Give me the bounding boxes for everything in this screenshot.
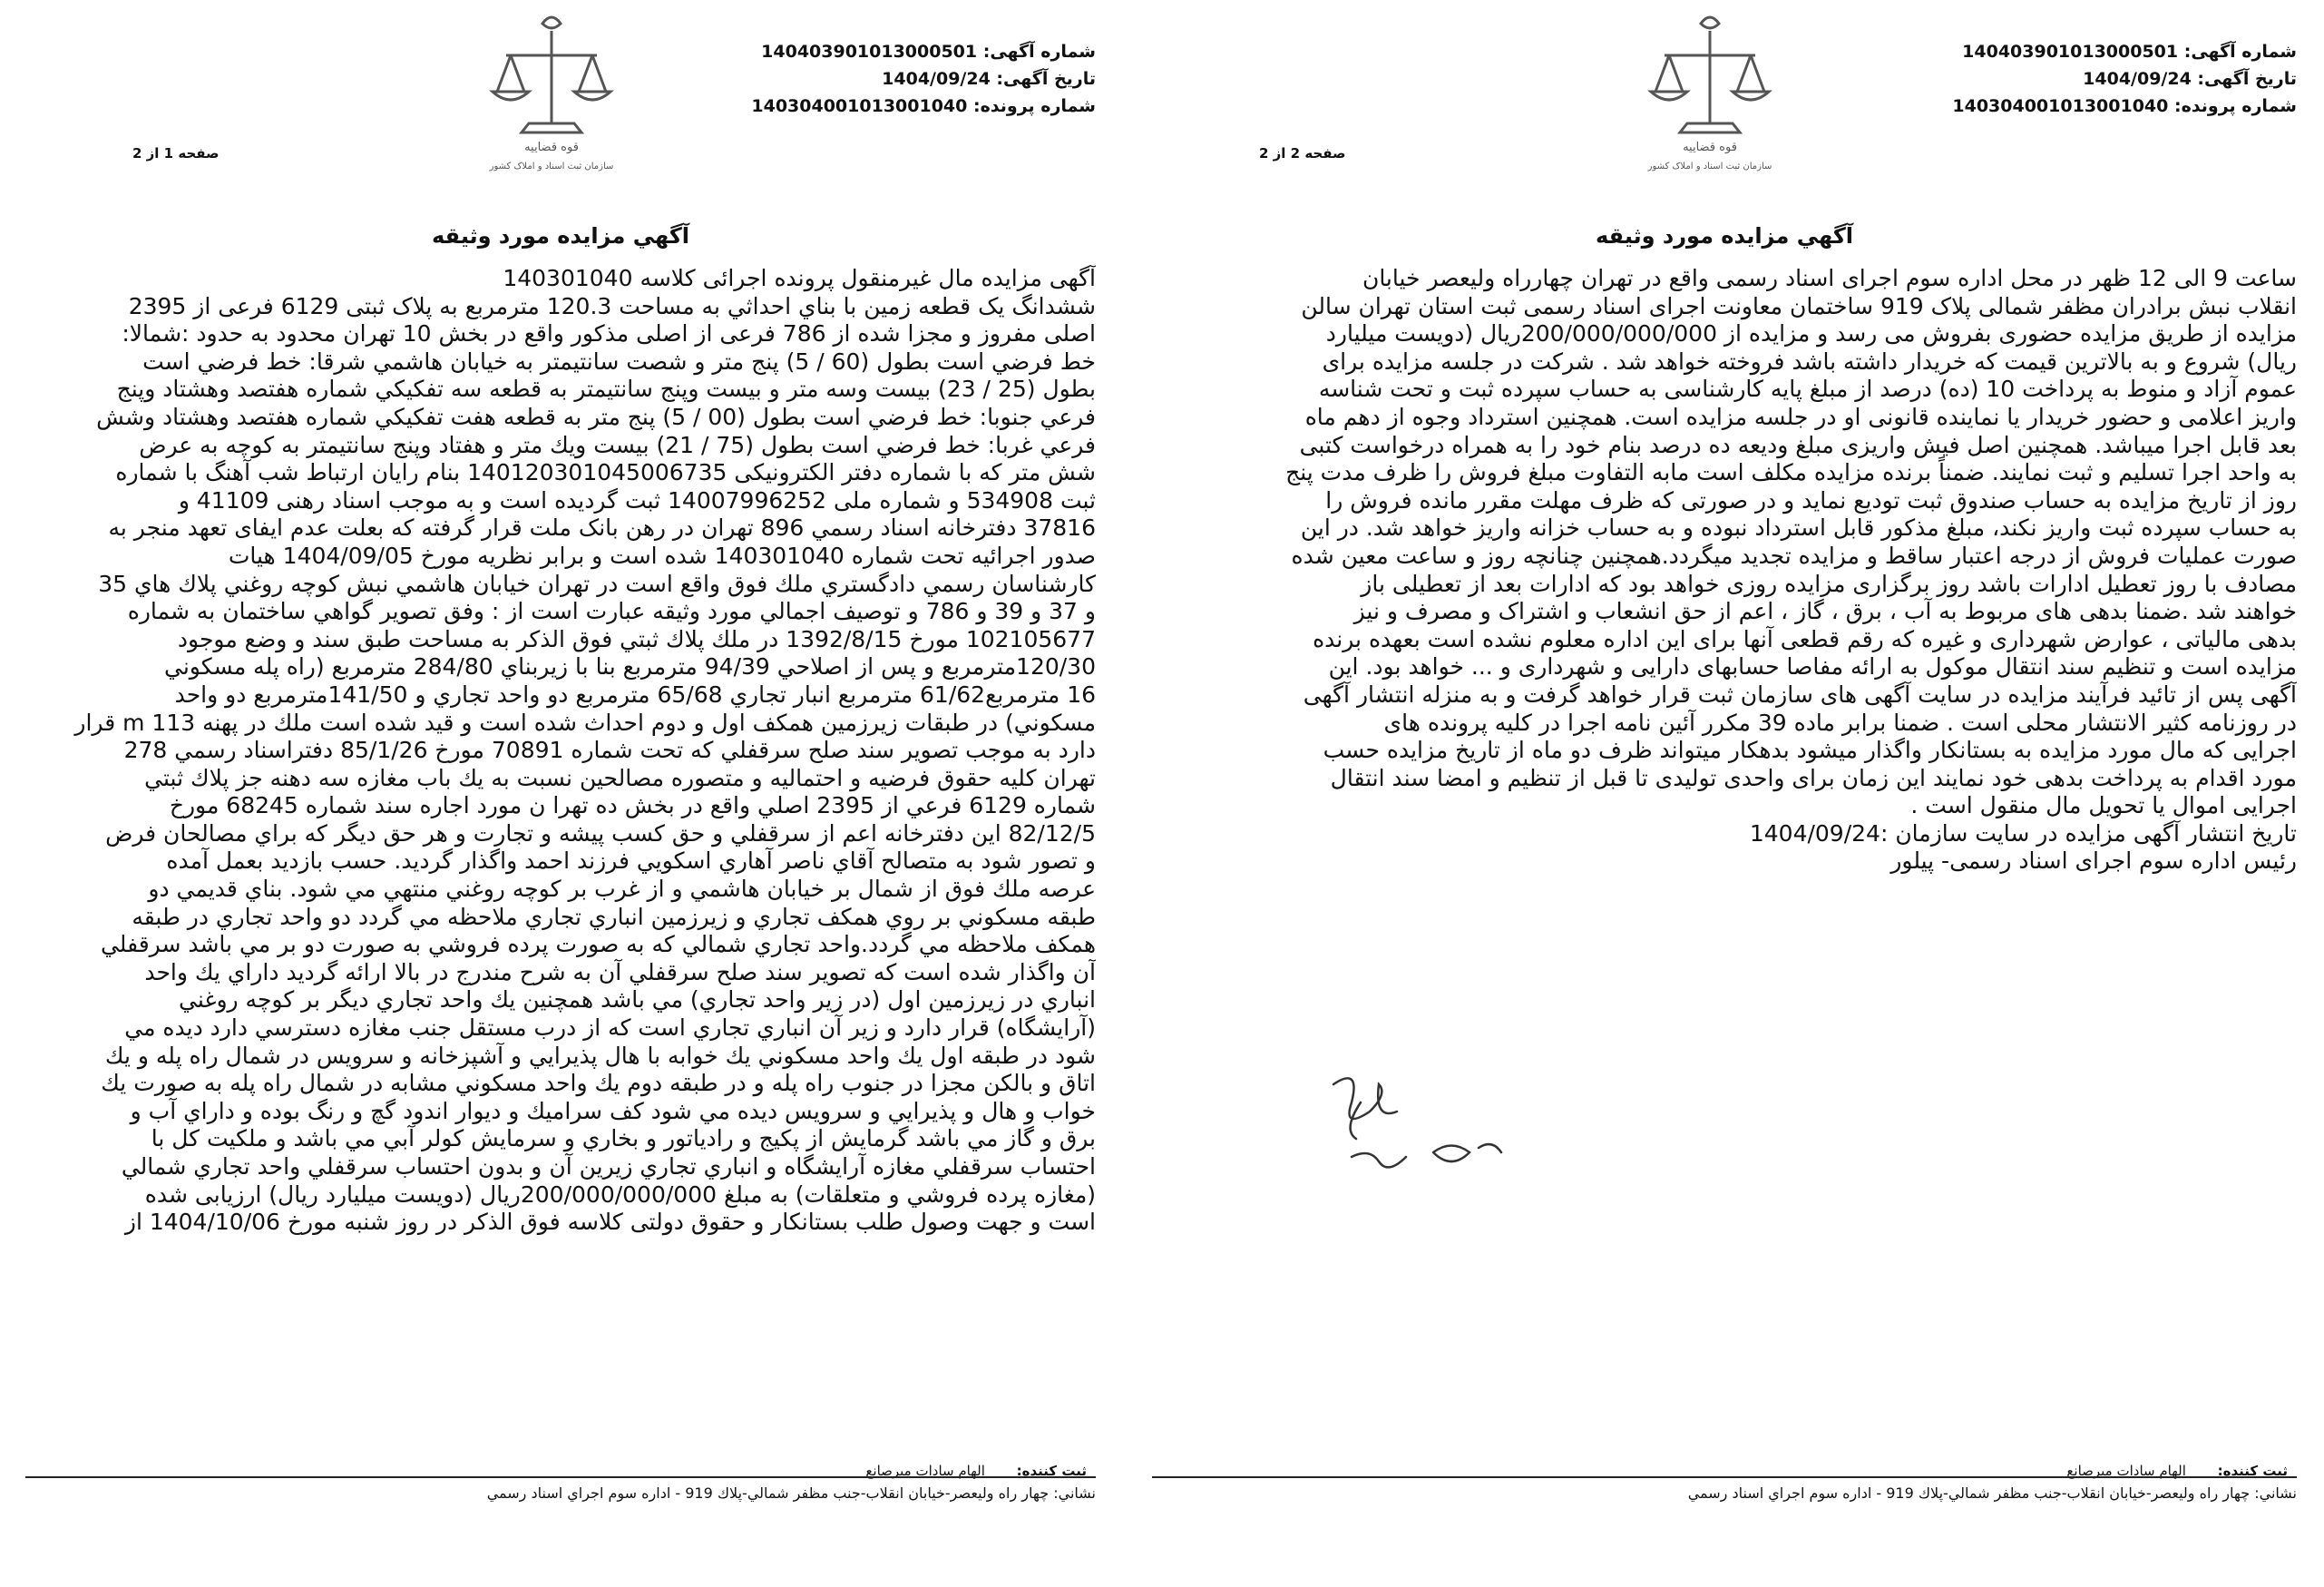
page-2 <box>1152 0 2297 1587</box>
body-line: ریال) شروع و به بالاترین قیمت که خریدار داشته باشد فروخته خواهد شد . شرکت در جلسه مزایده برای <box>1322 348 2297 375</box>
body-line: آگهی پس از تائید فرآیند مزایده در سایت آگهی های سازمان ثبت قرار خواهد گرفت و به منزله انتشار آگهی <box>1303 681 2297 708</box>
body-line: صورت عملیات فروش از درجه اعتبار ساقط و مزایده تجدید میگردد.همچنین چنانچه روز و ساعت معین شده <box>1291 542 2297 569</box>
body-line: بطول (25 / 23) بيست وسه متر و بيست وپنج سانتيمتر به قطعه سه تفكيكي شماره هفتصد وهشتاد وپنج <box>116 376 1096 403</box>
body-line: عموم آزاد و منوط به پرداخت 10 (ده) درصد از مبلغ پایه کارشناسی به حساب سپرده ثبت و تحت شناسه <box>1318 376 2297 403</box>
page-label: صفحه 1 از 2 <box>132 145 220 162</box>
case-number: شماره پرونده: 140304001013001040 <box>751 96 1096 116</box>
body-line: مصادف با روز تعطیل ادارات باشد روز برگزاری مزایده روزی خواهد بود که ادارات بعد از تعطیلی باز <box>1361 570 2297 597</box>
body-line: بدهی مالیاتی ، عوارض شهرداری و غیره که رقم قطعی آنها برای این اداره معلوم نشده است بعهده برنده <box>1313 625 2297 652</box>
page-label: صفحه 2 از 2 <box>1259 145 1346 162</box>
body-line: برق و گاز مي باشد گرمايش از پكيج و رادياتور و بخاري و سرمايش كولر آبي مي باشد و ملكيت كل با <box>151 1125 1096 1152</box>
handwritten-signature-icon <box>1297 1048 1533 1202</box>
body-line: آگهی مزایده مال غیرمنقول پرونده اجرائی کلاسه 140301040 <box>503 265 1096 291</box>
body-line: صدور اجرائيه تحت شماره 140301040 شده است و برابر نظريه مورخ 1404/09/05 هيات <box>228 542 1096 569</box>
body-line: فرعي جنوبا: خط فرضي است بطول (00 / 5) پنج متر به قطعه هفت تفكيكي شماره هفتصد وهشتاد وشش <box>96 403 1096 430</box>
body-line: تاریخ انتشار آگهی مزایده در سایت سازمان :1404/09/24 <box>1749 819 2297 847</box>
emblem-line-2: سازمان ثبت اسناد و املاک کشور <box>489 162 614 171</box>
body-line: شش متر که با شماره دفتر الکترونیکی 140120301045006735 بنام رايان ارتباط شب آهنگ با شماره <box>115 459 1096 486</box>
body-line: عرصه ملك فوق از شمال بر خيابان هاشمي و از غرب بر كوچه روغني منتهي مي شود. بناي قديمي دو <box>148 876 1096 903</box>
ad-date: تاریخ آگهی: 1404/09/24 <box>882 69 1096 89</box>
body-line: است و جهت وصول طلب بستانكار و حقوق دولتی کلاسه فوق الذکر در روز شنبه مورخ 1404/10/06 از <box>124 1209 1096 1236</box>
body-line: روز از تاریخ مزایده به حساب صندوق ثبت تودیع نماید و در صورتی که ظرف مهلت مقرر مانده فروش را <box>1325 486 2297 514</box>
office-address: نشاني: چهار راه وليعصر-خيابان انقلاب-جنب مظفر شمالي-پلاك 919 - اداره سوم اجراي اسناد رسمي <box>486 1484 1096 1502</box>
footer-divider <box>25 1476 1096 1478</box>
ad-date: تاریخ آگهی: 1404/09/24 <box>2083 69 2297 89</box>
body-line: ششدانگ یک قطعه زمین با بناي احداثي به مساحت 120.3 مترمربع به پلاک ثبتی 6129 فرعی از 2395 <box>128 292 1096 319</box>
body-line: بعد قابل اجرا میباشد. همچنین اصل فیش واریزی مبلغ ودیعه ده درصد بنام خود را به همراه درخواست کتبی <box>1299 431 2297 458</box>
notice-title: آگهي مزايده مورد وثيقه <box>1595 223 1854 249</box>
body-line: مزایده است و تنظیم سند انتقال موکول به ارائه مفاصا حسابهای دارایی و شهرداری و ... خواهد بود. این <box>1328 653 2297 681</box>
body-line: انقلاب نبش برادران مظفر شمالی پلاک 919 ساختمان معاونت اجرای اسناد رسمی ثبت استان تهران سالن <box>1301 292 2297 319</box>
body-line: 120/30مترمربع و پس از اصلاحي 94/39 مترمربع بنا با زيربناي 284/80 مترمربع (راه پله مسكوني <box>164 653 1096 681</box>
body-line: ساعت 9 الی 12 ظهر در محل اداره سوم اجرای اسناد رسمی واقع در تهران چهارراه ولیعصر خیابان <box>1362 265 2297 291</box>
body-line: خط فرضي است بطول (60 / 5) پنج متر و شصت سانتيمتر به خيابان هاشمي شرقا: خط فرضي است <box>142 348 1096 375</box>
body-line: كارشناسان رسمي دادگستري ملك فوق واقع است در تهران خيابان هاشمي نبش كوچه روغني پلاك هاي 35 <box>98 570 1096 597</box>
body-line: اصلی مفروز و مجزا شده از 786 فرعی از اصلی مذکور واقع در بخش 10 تهران محدود به حدود :شمالا: <box>122 320 1096 348</box>
body-line: اجرایی که مال مورد مزایده به بستانکار واگذار میشود بدهکار میتواند ظرف دو ماه از تاریخ مزایده حسب <box>1323 737 2297 764</box>
body-line: 16 مترمربع61/62 مترمربع انبار تجاري 65/68 مترمربع دو واحد تجاري و 141/50مترمربع دو واحد <box>174 681 1096 708</box>
emblem-line-2: سازمان ثبت اسناد و املاک کشور <box>1647 162 1772 171</box>
body-line: طبقه مسكوني بر روي همكف تجاري و زيرزمين انباري تجاري ملاحظه مي گردد دو واحد تجاري در طبقه <box>132 903 1096 930</box>
body-line: دارد به موجب تصوير سند صلح سرقفلي كه تحت شماره 70891 مورخ 85/1/26 دفتراسناد رسمي 278 <box>123 737 1096 764</box>
body-line: شود در طبقه اول يك واحد مسكوني يك خوابه با هال پذيرايي و آشپزخانه و سرويس در شمال راه پله و يك <box>104 1042 1096 1069</box>
body-line: اتاق و بالكن مجزا در جنوب راه پله و در طبقه دوم يك واحد مسكوني مشابه در شمال راه پله به صورت يك <box>101 1070 1096 1097</box>
body-line: مسكوني) در طبقات زيرزمين همكف اول و دوم احداث شده است و قيد شده است ملك در پهنه m 113 قرار <box>74 709 1096 736</box>
body-line: رئیس اداره سوم اجرای اسناد رسمی- پیلور <box>1890 847 2297 875</box>
body-line: واریز اعلامی و حضور خریدار یا نماینده قانونی او در جلسه مزایده است. همچنین استرداد وجوه از دهم ماه <box>1304 403 2297 430</box>
office-address: نشاني: چهار راه وليعصر-خيابان انقلاب-جنب مظفر شمالي-پلاك 919 - اداره سوم اجراي اسناد رسمي <box>1687 1484 2297 1502</box>
body-line: فرعي غربا: خط فرضي است بطول (75 / 21) بيست ويك متر و هفتاد وپنج سانتيمتر به كوچه به عرض <box>139 431 1096 458</box>
body-line: به حساب سپرده ثبت واریز نکند، مبلغ مذکور قابل استرداد نبوده و به حساب خزانه واریز خواهد شد. در این <box>1300 514 2297 542</box>
body-line: همكف ملاحظه مي گردد.واحد تجاري شمالي كه به صورت پرده فروشي به صورت دو بر مي باشد سرقفلي <box>100 931 1096 958</box>
body-line: خواب و هال و پذيرايي و سرويس ديده مي شود كف سراميك و ديوار اندود گچ و رنگ بوده و داراي آب و <box>130 1097 1096 1124</box>
body-line: در روزنامه کثیر الانتشار محلی است . ضمنا برابر ماده 39 مکرر آئین نامه اجرا در کلیه پرونده های <box>1383 709 2297 736</box>
ad-number: شماره آگهی: 140403901013000501 <box>1962 42 2297 62</box>
body-line: خواهند شد .ضمنا بدهی های مربوط به آب ، برق ، گاز ، اعم از حق انشعاب و اشتراک و مصرف و نیز <box>1353 598 2297 625</box>
footer-divider <box>1152 1476 2297 1478</box>
body-line: به واحد اجرا تسلیم و ثبت نمایند. ضمناً برنده مزایده مکلف است مابه التفاوت مبلغ فروش را ظرف مدت پنج <box>1285 459 2297 486</box>
body-line: مورد اقدام به پرداخت بدهی خود نمایند این زمان برای واحدی تولیدی تا قبل از تنظیم و امضا سند انتقال <box>1330 764 2297 791</box>
body-line: 37816 دفترخانه اسناد رسمي 896 تهران در رهن بانک ملت قرار گرفته که بعلت عدم ایفای تعهد منجر به <box>108 514 1096 542</box>
emblem-line-1: قوه قضاییه <box>524 141 579 154</box>
body-line: شماره 6129 فرعي از 2395 اصلي واقع در بخش ده تهرا ن مورد اجاره سند شماره 68245 مورخ <box>169 792 1096 819</box>
body-line: 82/12/5 اين دفترخانه اعم از سرقفلي و حق كسب پيشه و تجارت و هر حق ديگر كه براي مصالحان فرض <box>105 819 1096 847</box>
body-line: تهران كليه حقوق فرضيه و احتماليه و متصوره مصالحين نسبت به يك باب مغازه سه دهنه جز پلاك ثبتي <box>144 764 1096 791</box>
body-line: و 37 و 39 و 786 و توصيف اجمالي مورد وثيقه عبارت است از : وفق تصوير گواهي ساختمان به شماره <box>127 598 1096 625</box>
body-line: احتساب سرقفلي مغازه آرايشگاه و انباري تجاري زيرين آن و بدون احتساب سرقفلي واحد تجاري شمالي <box>121 1153 1096 1180</box>
registrar-label: ثبت کننده: <box>2217 1463 2288 1479</box>
body-line: و تصور شود به متصالح آقاي ناصر آهاري اسكويي فرزند احمد واگذار گرديد. حسب بازديد بعمل آمده <box>166 847 1096 875</box>
registrar-name: الهام سادات میرصانع <box>2066 1463 2186 1479</box>
judiciary-emblem-icon <box>465 5 638 178</box>
registrar-name: الهام سادات میرصانع <box>865 1463 985 1479</box>
ad-number: شماره آگهی: 140403901013000501 <box>761 42 1096 62</box>
body-line: اجرایی اموال یا تحویل مال منقول است . <box>1910 792 2297 819</box>
notice-body <box>1152 265 2297 1063</box>
body-line: ثبت 534908 و شماره ملی 14007996252 ثبت گرديده است و به موجب اسناد رهنی 41109 و <box>178 486 1096 514</box>
ad-header <box>1952 38 2297 120</box>
body-line: (آرايشگاه) قرار دارد و زير آن انباري تجاري است كه از درب مستقل جنب مغازه دسترسي دارد ديده مي <box>124 1014 1096 1042</box>
ad-header <box>751 38 1096 120</box>
judiciary-emblem-icon <box>1624 5 1796 178</box>
body-line: (مغازه پرده فروشي و متعلقات) به مبلغ 200/000/000/000ريال (دويست ميليارد ريال) ارزيابی شده <box>144 1180 1096 1208</box>
case-number: شماره پرونده: 140304001013001040 <box>1952 96 2297 116</box>
registrar-label: ثبت کننده: <box>1016 1463 1087 1479</box>
page-1 <box>25 0 1096 1587</box>
body-line: مزایده از طریق مزایده حضوری بفروش می رسد و مزایده از 200/000/000/000ریال (دویست میلیارد <box>1325 320 2297 348</box>
body-line: انباري در زيرزمين اول (در زير واحد تجاري) مي باشد همچنين يك واحد تجاري ديگر بر كوچه روغني <box>179 986 1096 1014</box>
notice-title: آگهي مزايده مورد وثيقه <box>431 223 690 249</box>
body-line: 102105677 مورخ 1392/8/15 در ملك پلاك ثبتي فوق الذكر به مساحت طبق سند و وضع موجود <box>177 625 1096 652</box>
notice-body <box>25 265 1096 1463</box>
body-line: آن واگذار شده است كه تصوير سند صلح سرقفلي آن به شرح مندرج در بالا ارائه گرديد داراي يك واحد <box>144 958 1096 985</box>
emblem-line-1: قوه قضاییه <box>1683 141 1737 154</box>
